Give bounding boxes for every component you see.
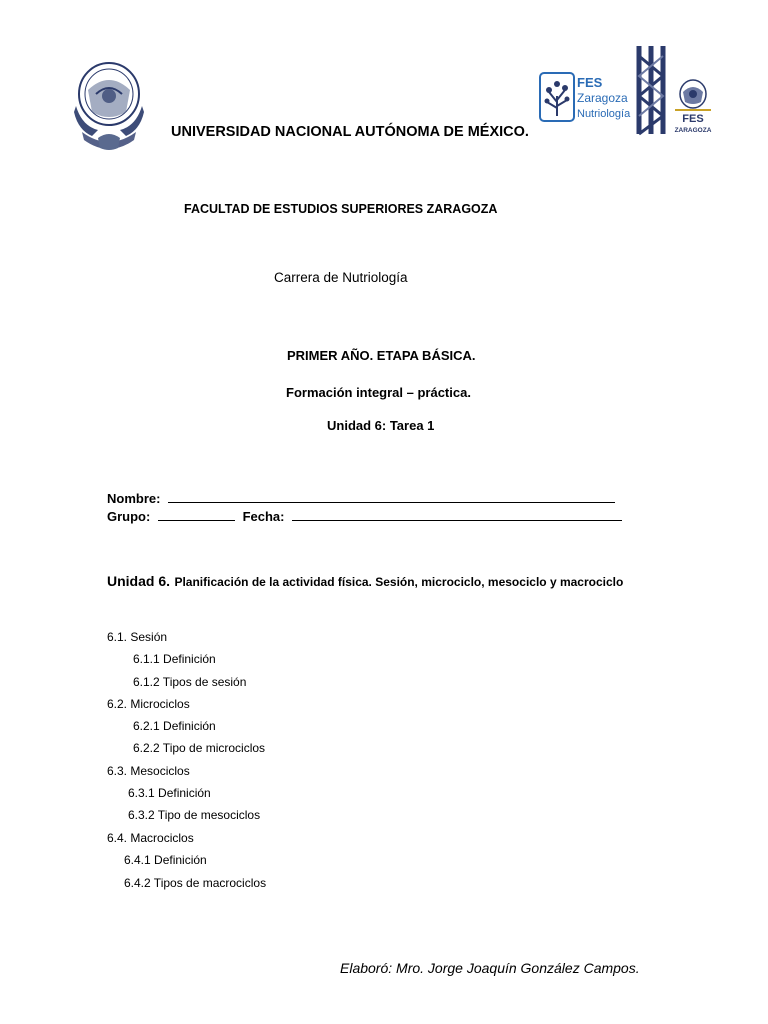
toc-item: 6.2.2 Tipo de microciclos xyxy=(133,741,266,755)
faculty-name: FACULTAD DE ESTUDIOS SUPERIORES ZARAGOZA xyxy=(184,202,498,216)
name-input-line[interactable] xyxy=(168,490,615,503)
university-name: UNIVERSIDAD NACIONAL AUTÓNOMA DE MÉXICO. xyxy=(171,124,529,140)
zaragoza-emblem-logo xyxy=(631,42,671,138)
fes-seal-text-fes: FES xyxy=(682,113,704,125)
toc-item: 6.1. Sesión xyxy=(107,630,168,644)
toc-item: 6.3.2 Tipo de mesociclos xyxy=(128,808,261,822)
unit-heading xyxy=(107,573,623,591)
group-input-line[interactable] xyxy=(158,508,235,521)
fes-zaragoza-seal-logo xyxy=(671,74,715,136)
unit-number: Unidad 6. xyxy=(107,573,171,589)
name-field-row xyxy=(107,490,615,506)
toc-item: 6.1.2 Tipos de sesión xyxy=(133,675,247,689)
date-label: Fecha: xyxy=(242,509,285,524)
name-label: Nombre: xyxy=(107,491,161,506)
group-date-field-row xyxy=(107,508,622,524)
toc-item: 6.4. Macrociclos xyxy=(107,831,194,845)
toc-item: 6.2.1 Definición xyxy=(133,719,216,733)
unam-seal-logo xyxy=(68,60,150,158)
toc-item: 6.3.1 Definición xyxy=(128,786,211,800)
author-signature: Elaboró: Mro. Jorge Joaquín González Campos. xyxy=(340,960,640,976)
toc-item: 6.1.1 Definición xyxy=(133,652,216,666)
unit-task-heading: Unidad 6: Tarea 1 xyxy=(327,418,435,433)
toc-item: 6.4.1 Definición xyxy=(124,853,207,867)
fes-seal-text-zaragoza: ZARAGOZA xyxy=(674,127,712,134)
career-name: Carrera de Nutriología xyxy=(274,270,408,285)
unit-title: Planificación de la actividad física. Sesión, microciclo, mesociclo y macrociclo xyxy=(174,575,624,589)
course-name: Formación integral – práctica. xyxy=(286,385,471,400)
svg-text:Nutriología: Nutriología xyxy=(577,108,631,120)
group-label: Grupo: xyxy=(107,509,151,524)
toc-item: 6.2. Microciclos xyxy=(107,697,190,711)
toc-item: 6.3. Mesociclos xyxy=(107,764,190,778)
toc-item: 6.4.2 Tipos de macrociclos xyxy=(124,876,267,890)
svg-text:FES: FES xyxy=(577,75,603,90)
date-input-line[interactable] xyxy=(292,508,622,521)
svg-text:Zaragoza: Zaragoza xyxy=(577,91,628,105)
fes-nutriologia-logo xyxy=(539,72,631,124)
year-stage-heading: PRIMER AÑO. ETAPA BÁSICA. xyxy=(287,348,476,363)
